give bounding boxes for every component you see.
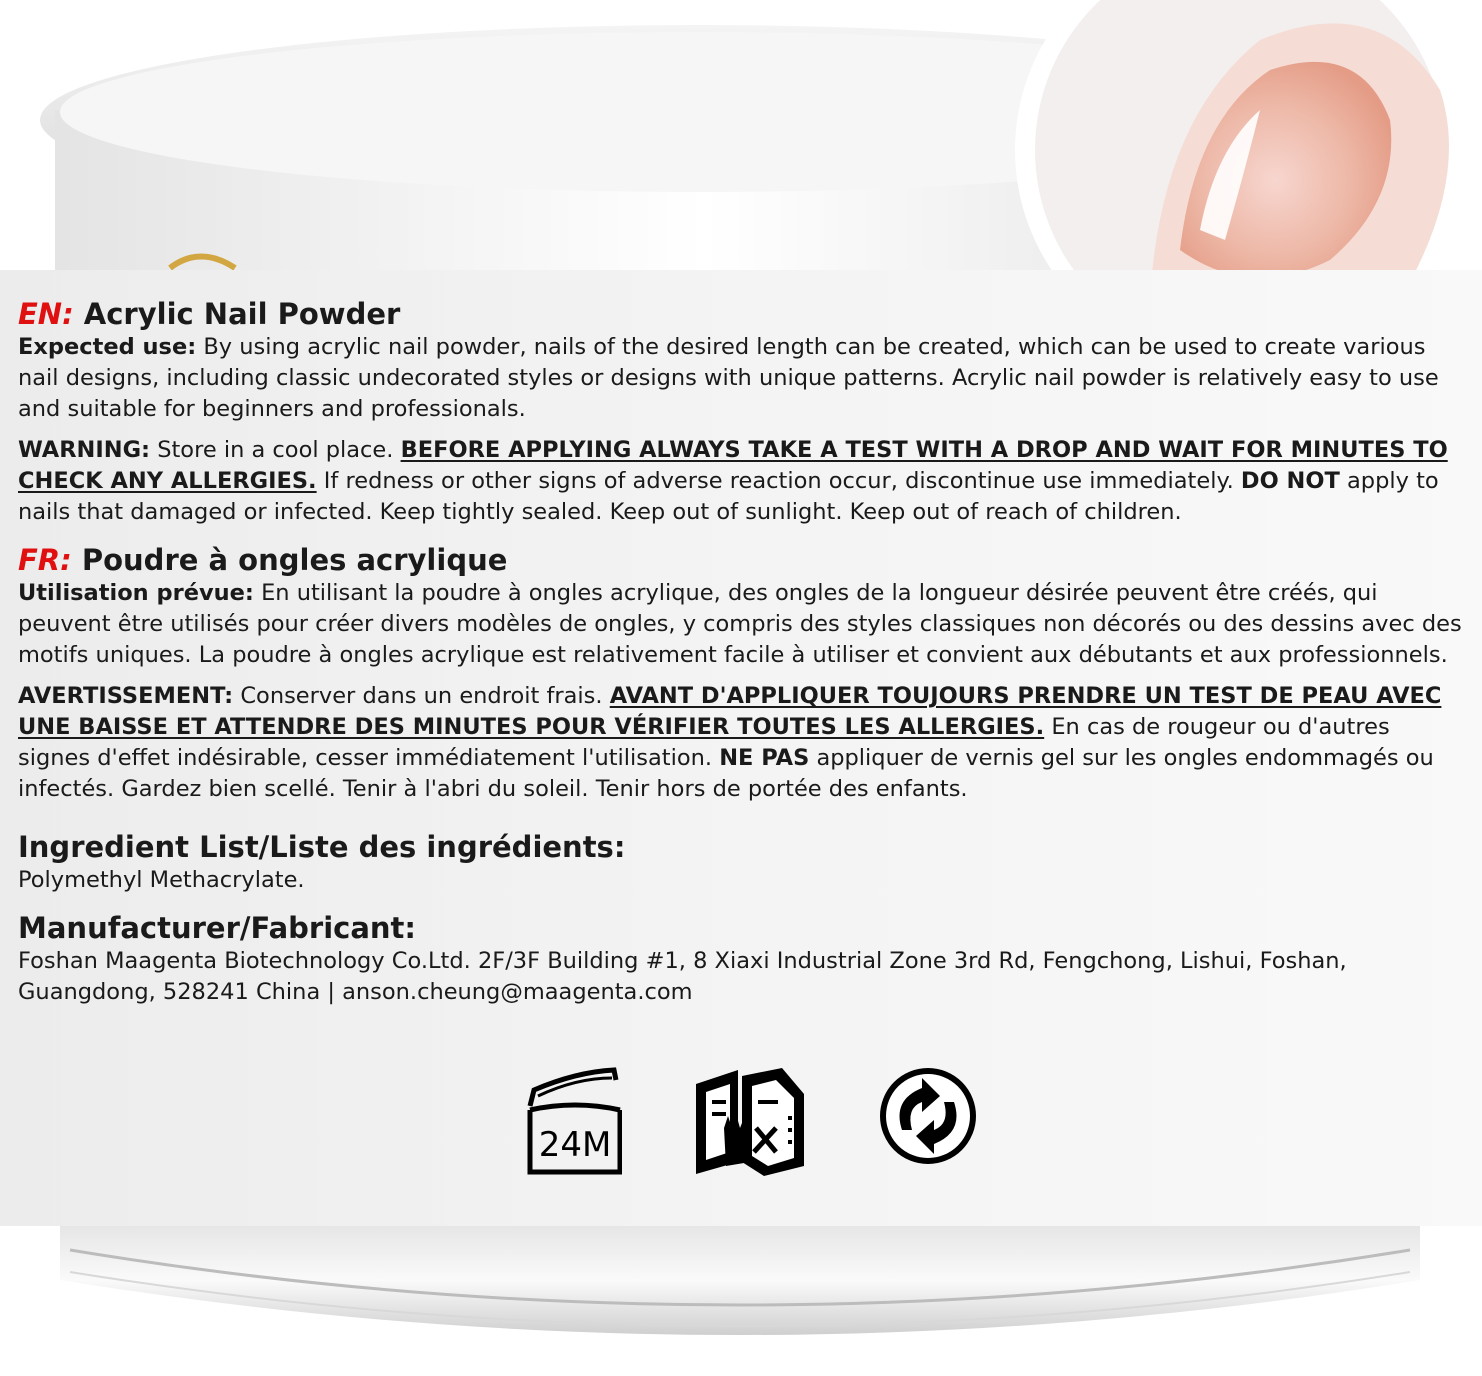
en-warning-text2: If redness or other signs of adverse reaction occur, discontinue use immediately. [323,468,1234,494]
fr-expected-text: En utilisant la poudre à ongles acrylique, des ongles de la longueur désirée peuvent être créés, qui peuvent être utilisés pour créer divers modèles de ongles, y compris des styles classiques non décorés ou des dessins avec des motifs uniques. La poudre à ongles acrylique est relativement facile à utiliser et convient aux débutants et aux professionnels. [18,580,1462,668]
en-expected-use [18,332,1468,425]
en-lang-tag: EN: [18,297,74,331]
manufacturer-line1: Foshan Maagenta Biotechnology Co.Ltd. 2F/3F Building #1, 8 Xiaxi Industrial Zone 3rd Rd, Fengchong, Lishui, Foshan, [18,948,1347,974]
read-instructions-icon [692,1066,810,1178]
fr-title: Poudre à ongles acrylique [81,543,508,577]
en-expected-text: By using acrylic nail powder, nails of the desired length can be created, which can be used to create various nail designs, including classic undecorated styles or designs with unique patterns. Acrylic nail powder is relatively easy to use and suitable for beginners and professionals. [18,334,1439,422]
manufacturer-heading: Manufacturer/Fabricant: [18,911,417,945]
label-content [18,296,1468,1008]
fr-expected-use [18,578,1468,671]
fr-warning-text2: En cas de rougeur ou d'autres signes d'effet indésirable, cesser immédiatement l'utilisation. [18,714,1390,771]
fr-warning-emphasis: AVANT D'APPLIQUER TOUJOURS PRENDRE UN TEST DE PEAU AVEC UNE BAISSE ET ATTENDRE DES MINUTES POUR VÉRIFIER TOUTES LES ALLERGIES. [18,683,1442,740]
en-heading [18,296,1468,332]
en-expected-label: Expected use: [18,334,197,360]
green-dot-recycle-icon [878,1066,978,1166]
en-warning-label: WARNING: [18,437,151,463]
fr-warning [18,681,1468,805]
fr-heading [18,542,1468,578]
fr-lang-tag: FR: [18,543,72,577]
ingredients-text: Polymethyl Methacrylate. [18,867,305,893]
pao-label: 24M [538,1125,612,1165]
en-warning [18,435,1468,528]
fr-warning-text3: appliquer de vernis gel sur les ongles endommagés ou infectés. Gardez bien scellé. Tenir à l'abri du soleil. Tenir hors de portée des enfants. [18,745,1434,802]
symbols-row [526,1066,986,1178]
manufacturer-line2: Guangdong, 528241 China | anson.cheung@maagenta.com [18,979,693,1005]
fr-expected-label: Utilisation prévue: [18,580,254,606]
period-after-opening-icon [526,1066,622,1178]
en-title: Acrylic Nail Powder [83,297,401,331]
fr-warning-text1: Conserver dans un endroit frais. [240,683,603,709]
fr-warning-label: AVERTISSEMENT: [18,683,234,709]
label-panel [0,270,1482,1226]
en-warning-emphasis: BEFORE APPLYING ALWAYS TAKE A TEST WITH A DROP AND WAIT FOR MINUTES TO CHECK ANY ALLERGIES. [18,437,1448,494]
fr-warning-donot: NE PAS [719,745,810,771]
en-warning-donot: DO NOT [1240,468,1340,494]
ingredients-heading: Ingredient List/Liste des ingrédients: [18,830,626,864]
en-warning-text1: Store in a cool place. [157,437,394,463]
en-warning-text3: apply to nails that damaged or infected. Keep tightly sealed. Keep out of sunlight. Keep out of reach of children. [18,468,1439,525]
